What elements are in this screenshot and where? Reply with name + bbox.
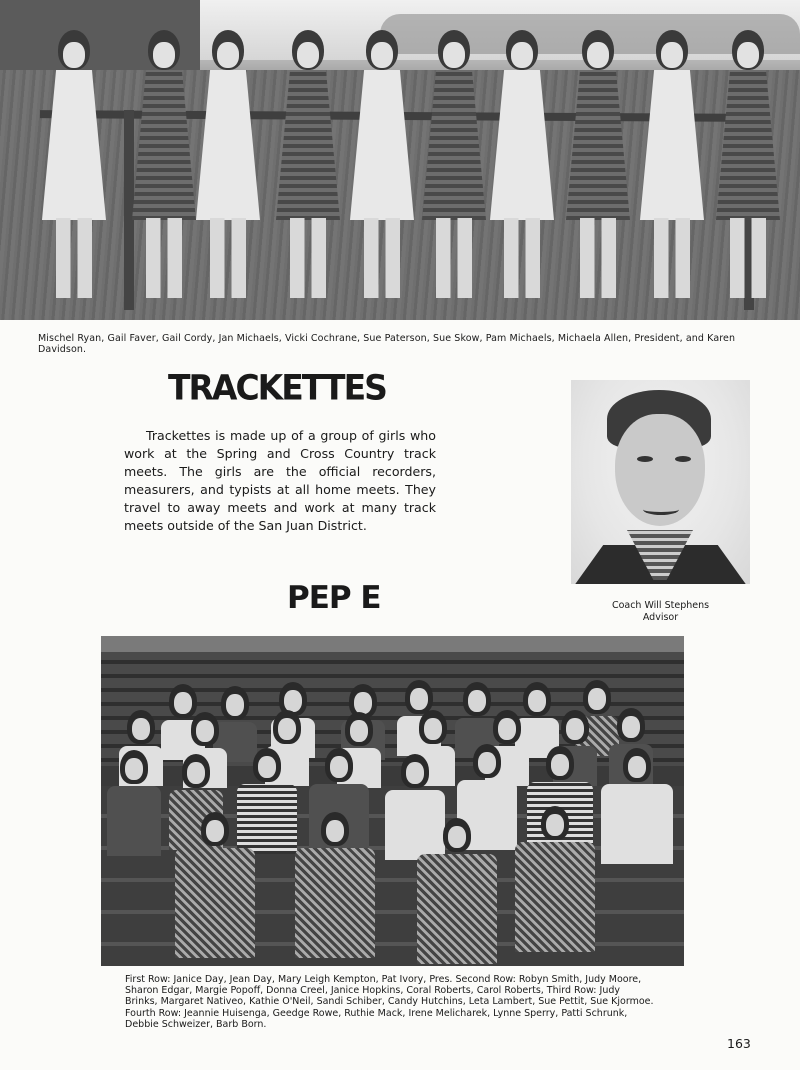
photo-girl bbox=[562, 30, 634, 300]
photo-member bbox=[417, 818, 497, 964]
page-number: 163 bbox=[727, 1036, 751, 1051]
coach-eye bbox=[675, 456, 691, 462]
photo-girl bbox=[272, 30, 344, 300]
coach-caption bbox=[571, 600, 750, 623]
pep-e-photo-caption: First Row: Janice Day, Jean Day, Mary Leigh Kempton, Pat Ivory, Pres. Second Row: Robyn Smith, Judy Moore, Sharon Edgar, Margie Popoff, Donna Creel, Janice Hopkins, Coral Roberts, Carol Roberts, Third Row: Judy Brinks, Margaret Nativeo, Kathie O'Neil, Sandi Schiber, Candy Hutchins, Leta Lambert, Sue Pettit, Sue Kjormoe. Fourth Row: Jeannie Huisenga, Geedge Rowe, Ruthie Mack, Irene Melicharek, Lynne Sperry, Patti Schrunk, Debbie Schweizer, Barb Born. bbox=[125, 974, 654, 1030]
trackettes-photo-caption: Mischel Ryan, Gail Faver, Gail Cordy, Jan Michaels, Vicki Cochrane, Sue Paterson, Sue Skow, Pam Michaels, Michaela Allen, President, and Karen Davidson. bbox=[38, 333, 736, 355]
photo-girl bbox=[636, 30, 708, 300]
coach-mouth bbox=[643, 504, 679, 515]
pep-e-title: PEP E bbox=[287, 580, 381, 616]
coach-name: Coach Will Stephens bbox=[611, 600, 710, 611]
gym-wall-top bbox=[101, 636, 684, 652]
photo-member bbox=[601, 748, 673, 864]
photo-member bbox=[515, 806, 595, 952]
coach-portrait bbox=[571, 380, 750, 584]
coach-eye bbox=[637, 456, 653, 462]
coach-role: Advisor bbox=[642, 611, 679, 623]
photo-girl bbox=[346, 30, 418, 300]
trackettes-title: TRACKETTES bbox=[168, 367, 386, 408]
photo-member bbox=[295, 812, 375, 958]
photo-girl bbox=[38, 30, 110, 300]
photo-member bbox=[107, 750, 161, 856]
photo-girl bbox=[418, 30, 490, 300]
photo-girl bbox=[128, 30, 200, 300]
photo-girl bbox=[486, 30, 558, 300]
photo-member bbox=[175, 812, 255, 958]
trackettes-description: Trackettes is made up of a group of girls who work at the Spring and Cross Country track meets. The girls are the official recorders, measurers, and typists at all home meets. They travel to away meets and work at many track meets outside of the San Juan District. bbox=[124, 428, 436, 533]
trackettes-group-photo bbox=[0, 0, 800, 320]
photo-girl bbox=[712, 30, 784, 300]
pep-e-group-photo bbox=[101, 636, 684, 966]
photo-girl bbox=[192, 30, 264, 300]
